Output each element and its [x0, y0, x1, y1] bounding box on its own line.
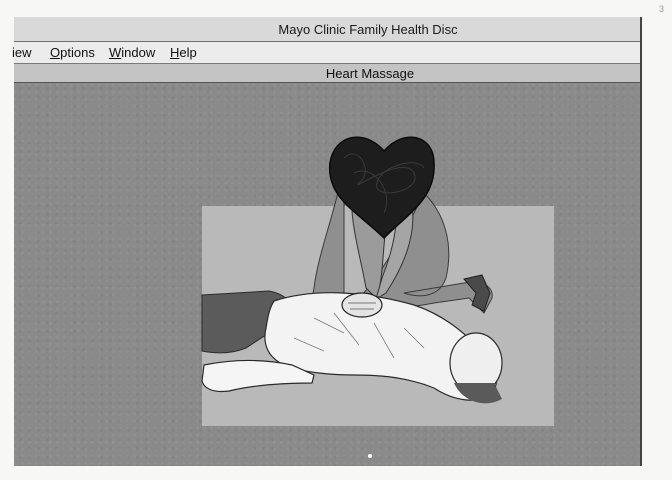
page-number: 3: [658, 4, 664, 14]
title-bar[interactable]: [14, 17, 642, 42]
menu-window[interactable]: [109, 45, 155, 60]
content-area: [14, 83, 642, 466]
rescuer-hands: [342, 293, 382, 317]
menu-window-rest: indow: [121, 45, 156, 60]
menu-view-label: iew: [12, 45, 32, 60]
menu-window-mnemonic: W: [109, 45, 122, 60]
window-right-border: [640, 17, 642, 466]
document-title: Heart Massage: [325, 66, 415, 81]
menu-help-mnemonic: H: [170, 45, 180, 60]
menu-bar: [14, 42, 642, 64]
app-window: [14, 17, 642, 466]
menu-help[interactable]: [170, 45, 197, 60]
menu-options-mnemonic: O: [50, 45, 61, 60]
screen-speck: [368, 454, 372, 458]
menu-view[interactable]: [12, 45, 32, 60]
window-title: Mayo Clinic Family Health Disc: [278, 22, 458, 37]
menu-help-rest: elp: [179, 45, 197, 60]
menu-options[interactable]: [50, 45, 95, 60]
document-title-bar[interactable]: [14, 64, 642, 83]
menu-options-rest: ptions: [60, 45, 95, 60]
cpr-illustration: [14, 83, 642, 466]
